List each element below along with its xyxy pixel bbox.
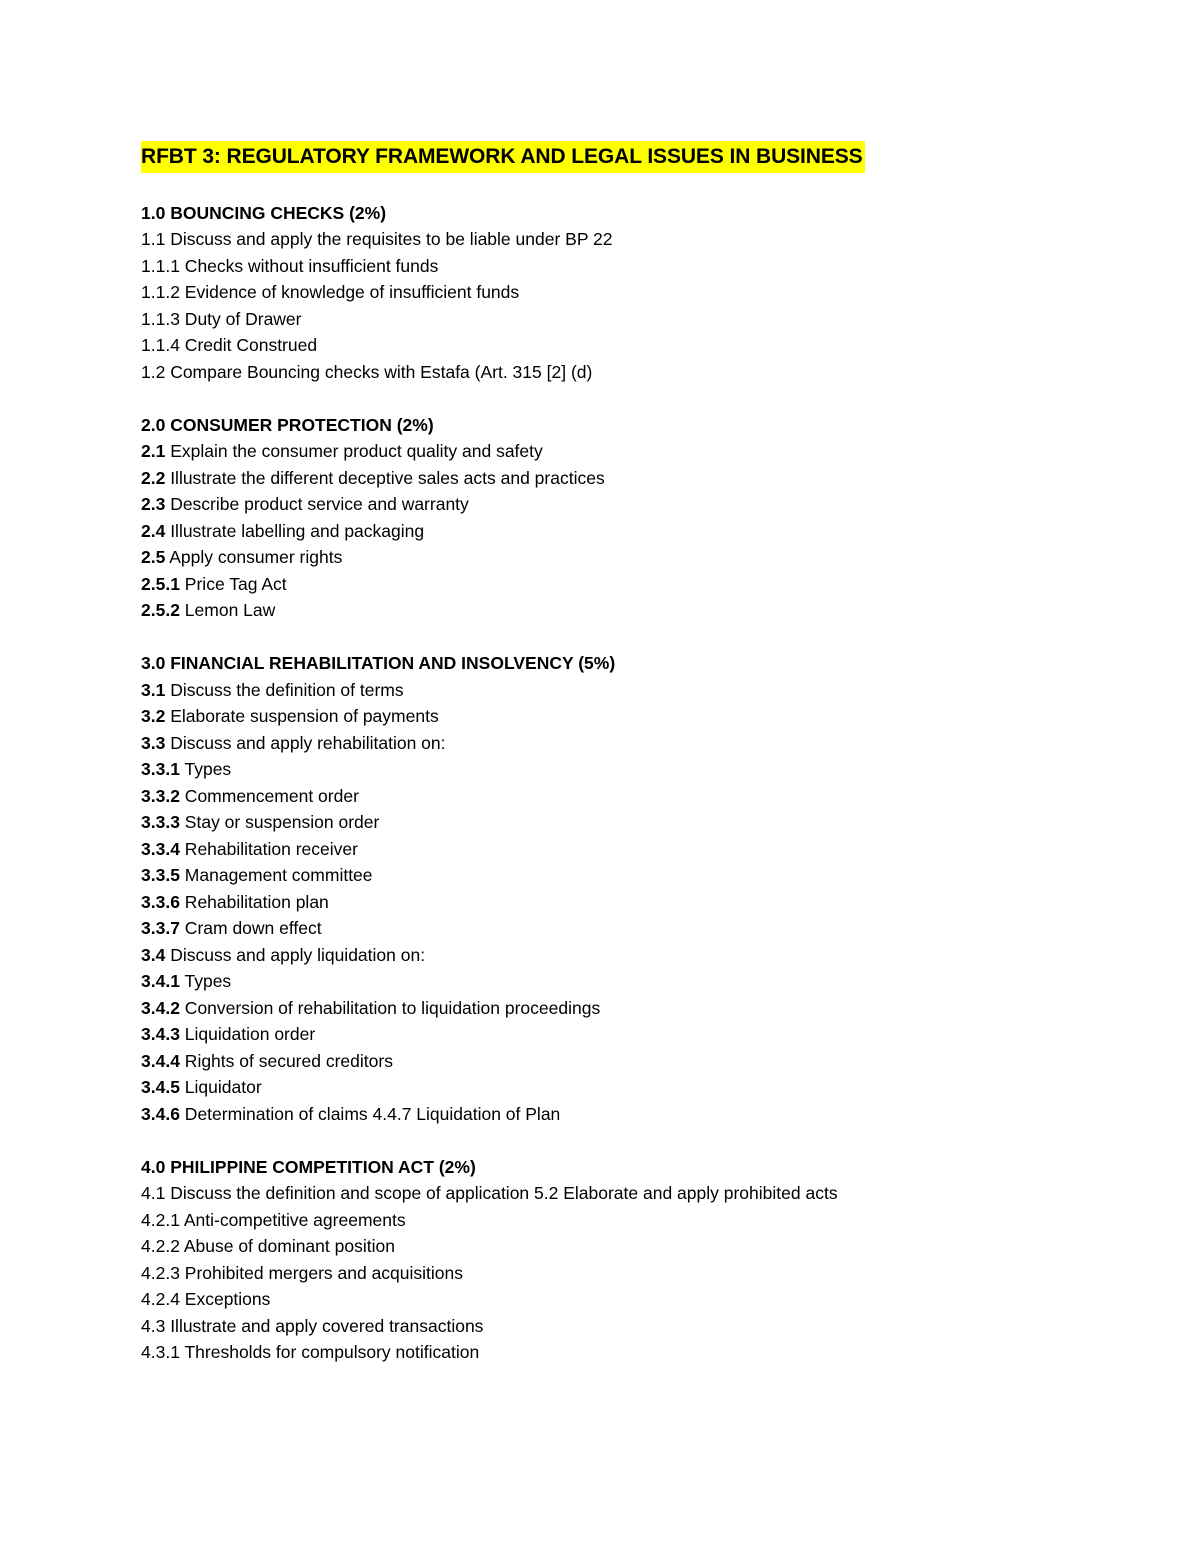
outline-item <box>141 359 1101 386</box>
item-number: 3.3.7 <box>141 918 180 938</box>
document-content <box>141 141 1101 1366</box>
item-text: Conversion of rehabilitation to liquidation proceedings <box>179 997 601 1018</box>
outline-item <box>141 677 1101 704</box>
title-line <box>141 141 1101 173</box>
section <box>141 650 1101 1127</box>
section-heading: 3.0 FINANCIAL REHABILITATION AND INSOLVENCY (5%) <box>141 653 616 673</box>
item-number: 4.2.4 <box>141 1289 180 1309</box>
outline-item <box>141 491 1101 518</box>
outline-item <box>141 465 1101 492</box>
item-number: 2.1 <box>141 441 166 461</box>
item-number: 1.2 <box>141 361 166 382</box>
item-number: 4.2.2 <box>141 1236 180 1256</box>
item-number: 1.1.2 <box>141 282 180 302</box>
item-text: Describe product service and warranty <box>165 494 469 514</box>
item-number: 3.1 <box>141 679 166 700</box>
item-text: Determination of claims 4.4.7 Liquidation of Plan <box>179 1103 561 1124</box>
section-spacer <box>141 385 1101 412</box>
outline-item <box>141 306 1101 333</box>
item-text: Discuss and apply liquidation on: <box>165 944 426 965</box>
item-number: 3.4.1 <box>141 971 180 991</box>
outline-item <box>141 1313 1101 1340</box>
outline-item <box>141 756 1101 783</box>
outline-item <box>141 518 1101 545</box>
item-text: Compare Bouncing checks with Estafa (Art. 315 [2] (d) <box>165 361 593 382</box>
item-number: 3.4.4 <box>141 1050 180 1071</box>
section-spacer <box>141 173 1101 200</box>
item-text: Exceptions <box>179 1289 271 1309</box>
outline-item <box>141 1101 1101 1128</box>
item-text: Illustrate labelling and packaging <box>165 520 425 541</box>
outline-item <box>141 253 1101 280</box>
outline-item <box>141 332 1101 359</box>
outline-item <box>141 703 1101 730</box>
item-text: Stay or suspension order <box>179 812 380 832</box>
item-text: Apply consumer rights <box>165 547 343 567</box>
item-text: Explain the consumer product quality and safety <box>165 441 543 461</box>
item-text: Abuse of dominant position <box>179 1236 395 1256</box>
item-number: 4.3 <box>141 1315 166 1336</box>
outline-item <box>141 597 1101 624</box>
outline-item <box>141 915 1101 942</box>
item-number: 1.1.4 <box>141 335 180 355</box>
item-number: 3.3.5 <box>141 865 180 885</box>
outline-item <box>141 1180 1101 1207</box>
item-text: Management committee <box>179 865 373 885</box>
section <box>141 200 1101 386</box>
item-text: Lemon Law <box>179 600 276 620</box>
item-number: 4.3.1 <box>141 1342 180 1362</box>
item-text: Liquidation order <box>179 1024 316 1044</box>
item-number: 3.3.3 <box>141 812 180 832</box>
item-text: Discuss the definition of terms <box>165 679 404 700</box>
outline-item <box>141 783 1101 810</box>
item-number: 3.3 <box>141 732 166 753</box>
item-text: Prohibited mergers and acquisitions <box>179 1262 464 1283</box>
item-number: 2.5.1 <box>141 573 180 594</box>
outline-item <box>141 862 1101 889</box>
outline-item <box>141 730 1101 757</box>
item-number: 3.3.6 <box>141 891 180 912</box>
outline-item <box>141 968 1101 995</box>
item-number: 3.4 <box>141 944 166 965</box>
item-number: 1.1 <box>141 229 166 249</box>
item-number: 2.5.2 <box>141 600 180 620</box>
item-text: Duty of Drawer <box>179 308 302 329</box>
outline-item <box>141 1074 1101 1101</box>
item-text: Discuss the definition and scope of application 5.2 Elaborate and apply prohibited acts <box>165 1183 838 1203</box>
item-number: 3.4.3 <box>141 1024 180 1044</box>
item-text: Rights of secured creditors <box>179 1050 393 1071</box>
outline-item <box>141 279 1101 306</box>
item-number: 2.2 <box>141 467 166 488</box>
outline-item <box>141 571 1101 598</box>
item-text: Discuss and apply the requisites to be liable under BP 22 <box>165 229 613 249</box>
item-text: Checks without insufficient funds <box>179 255 439 276</box>
outline-item <box>141 1286 1101 1313</box>
outline-item <box>141 1048 1101 1075</box>
item-number: 3.3.2 <box>141 785 180 806</box>
outline-item <box>141 544 1101 571</box>
outline-item <box>141 1260 1101 1287</box>
item-text: Commencement order <box>179 785 359 806</box>
item-number: 3.4.6 <box>141 1103 180 1124</box>
item-text: Anti-competitive agreements <box>179 1209 406 1230</box>
item-number: 4.2.1 <box>141 1209 180 1230</box>
item-text: Rehabilitation plan <box>179 891 329 912</box>
item-text: Rehabilitation receiver <box>179 838 358 859</box>
item-number: 2.4 <box>141 520 166 541</box>
item-number: 3.3.1 <box>141 759 180 779</box>
section-heading: 2.0 CONSUMER PROTECTION (2%) <box>141 414 434 435</box>
outline-item <box>141 995 1101 1022</box>
item-number: 4.1 <box>141 1183 166 1203</box>
outline-item <box>141 889 1101 916</box>
item-text: Thresholds for compulsory notification <box>179 1342 480 1362</box>
outline-item <box>141 1021 1101 1048</box>
item-text: Types <box>179 971 232 991</box>
item-text: Elaborate suspension of payments <box>165 706 439 726</box>
item-number: 2.3 <box>141 494 166 514</box>
item-text: Types <box>179 759 232 779</box>
item-text: Illustrate and apply covered transactions <box>165 1315 484 1336</box>
outline-item <box>141 836 1101 863</box>
section-heading: 1.0 BOUNCING CHECKS (2%) <box>141 202 387 223</box>
item-text: Price Tag Act <box>179 573 287 594</box>
item-text: Illustrate the different deceptive sales acts and practices <box>165 467 605 488</box>
item-number: 1.1.1 <box>141 255 180 276</box>
sections-container <box>141 173 1101 1366</box>
item-number: 3.3.4 <box>141 838 180 859</box>
outline-item <box>141 438 1101 465</box>
section-spacer <box>141 624 1101 651</box>
section-spacer <box>141 1127 1101 1154</box>
item-number: 1.1.3 <box>141 308 180 329</box>
outline-item <box>141 1339 1101 1366</box>
item-text: Liquidator <box>179 1077 262 1097</box>
document-title: RFBT 3: REGULATORY FRAMEWORK AND LEGAL ISSUES IN BUSINESS <box>141 141 865 173</box>
outline-item <box>141 1207 1101 1234</box>
item-number: 2.5 <box>141 547 166 567</box>
outline-item <box>141 809 1101 836</box>
item-text: Credit Construed <box>179 335 318 355</box>
section-heading: 4.0 PHILIPPINE COMPETITION ACT (2%) <box>141 1156 476 1177</box>
outline-item <box>141 942 1101 969</box>
item-number: 3.4.5 <box>141 1077 180 1097</box>
item-number: 3.2 <box>141 706 166 726</box>
item-text: Evidence of knowledge of insufficient funds <box>179 282 520 302</box>
item-number: 3.4.2 <box>141 997 180 1018</box>
item-text: Discuss and apply rehabilitation on: <box>165 732 446 753</box>
item-text: Cram down effect <box>179 918 322 938</box>
outline-item <box>141 1233 1101 1260</box>
section <box>141 412 1101 624</box>
section <box>141 1154 1101 1366</box>
outline-item <box>141 226 1101 253</box>
item-number: 4.2.3 <box>141 1262 180 1283</box>
